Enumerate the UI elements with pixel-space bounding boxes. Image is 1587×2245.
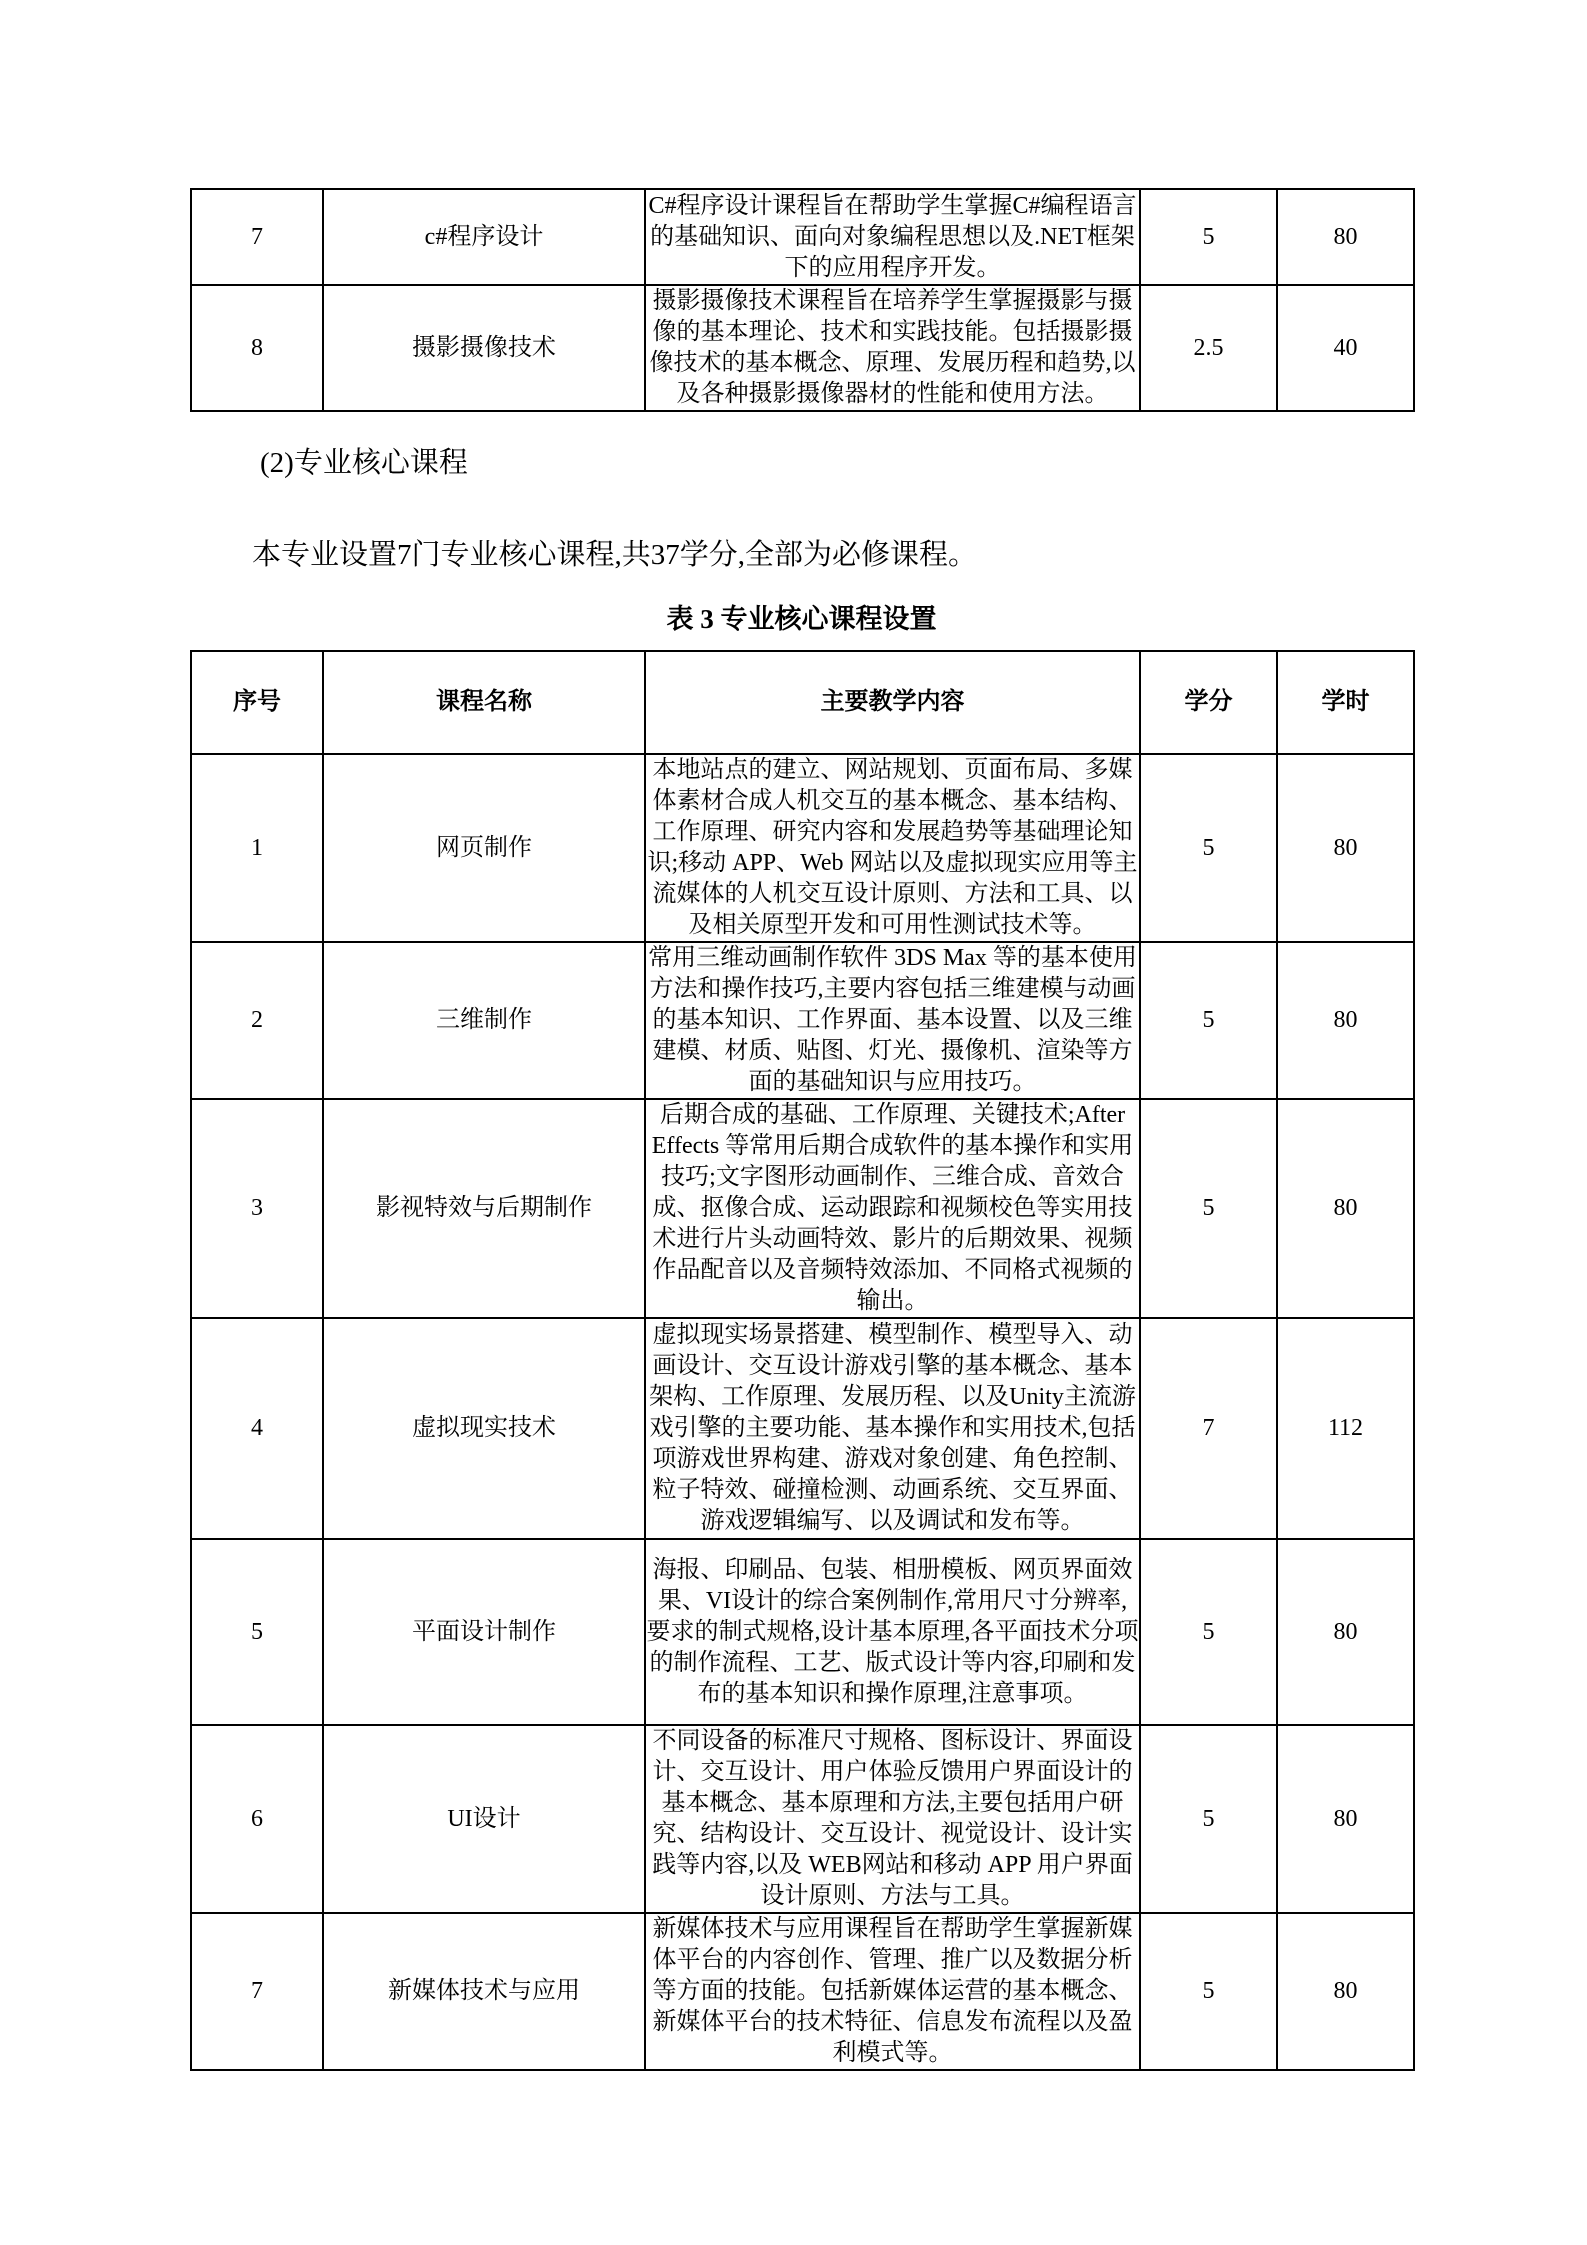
serial-cell: 7 [191,189,323,285]
serial-cell: 6 [191,1725,323,1913]
course-name-cell: 影视特效与后期制作 [323,1099,645,1318]
hours-cell: 112 [1277,1318,1414,1539]
teaching-content-cell: 后期合成的基础、工作原理、关键技术;After Effects 等常用后期合成软件的基本操作和实用技巧;文字图形动画制作、三维合成、音效合成、抠像合成、运动跟踪和视频校色等实用技术进行片头动画特效、影片的后期效果、视频作品配音以及音频特效添加、不同格式视频的输出。 [645,1099,1140,1318]
credits-cell: 5 [1140,189,1277,285]
table-caption: 表 3 专业核心课程设置 [666,604,937,634]
teaching-content-cell: C#程序设计课程旨在帮助学生掌握C#编程语言的基础知识、面向对象编程思想以及.NET框架下的应用程序开发。 [645,189,1140,285]
teaching-content-cell: 不同设备的标准尺寸规格、图标设计、界面设计、交互设计、用户体验反馈用户界面设计的基本概念、基本原理和方法,主要包括用户研究、结构设计、交互设计、视觉设计、设计实践等内容,以及 WEB网站和移动 APP 用户界面设计原则、方法与工具。 [645,1725,1140,1913]
credits-cell: 5 [1140,1539,1277,1725]
teaching-content-cell: 新媒体技术与应用课程旨在帮助学生掌握新媒体平台的内容创作、管理、推广以及数据分析等方面的技能。包括新媒体运营的基本概念、新媒体平台的技术特征、信息发布流程以及盈利模式等。 [645,1913,1140,2070]
document-content [190,188,1413,2071]
table-header-row [191,651,1414,754]
hours-cell: 80 [1277,1539,1414,1725]
course-name-cell: 摄影摄像技术 [323,285,645,411]
table-row [191,1099,1414,1318]
hours-cell: 80 [1277,1099,1414,1318]
teaching-content-cell: 摄影摄像技术课程旨在培养学生掌握摄影与摄像的基本理论、技术和实践技能。包括摄影摄像技术的基本概念、原理、发展历程和趋势,以及各种摄影摄像器材的性能和使用方法。 [645,285,1140,411]
credits-cell: 5 [1140,1913,1277,2070]
serial-cell: 1 [191,754,323,942]
serial-cell: 5 [191,1539,323,1725]
col-header-name: 课程名称 [323,651,645,754]
serial-cell: 4 [191,1318,323,1539]
course-name-cell: UI设计 [323,1725,645,1913]
table-row [191,285,1414,411]
credits-cell: 5 [1140,754,1277,942]
core-course-table [190,650,1415,2071]
table-row [191,942,1414,1099]
credits-cell: 5 [1140,1725,1277,1913]
section-intro-paragraph: 本专业设置7门专业核心课程,共37学分,全部为必修课程。 [252,539,978,571]
course-name-cell: 新媒体技术与应用 [323,1913,645,2070]
serial-cell: 7 [191,1913,323,2070]
course-name-cell: 虚拟现实技术 [323,1318,645,1539]
credits-cell: 5 [1140,1099,1277,1318]
table-row [191,1539,1414,1725]
table-row [191,1318,1414,1539]
course-name-cell: 平面设计制作 [323,1539,645,1725]
col-header-content: 主要教学内容 [645,651,1140,754]
teaching-content-cell: 虚拟现实场景搭建、模型制作、模型导入、动画设计、交互设计游戏引擎的基本概念、基本架构、工作原理、发展历程、以及Unity主流游戏引擎的主要功能、基本操作和实用技术,包括项游戏世界构建、游戏对象创建、角色控制、粒子特效、碰撞检测、动画系统、交互界面、游戏逻辑编写、以及调试和发布等。 [645,1318,1140,1539]
hours-cell: 80 [1277,189,1414,285]
table-row [191,1725,1414,1913]
course-name-cell: 网页制作 [323,754,645,942]
teaching-content-cell: 本地站点的建立、网站规划、页面布局、多媒体素材合成人机交互的基本概念、基本结构、工作原理、研究内容和发展趋势等基础理论知识;移动 APP、Web 网站以及虚拟现实应用等主流媒体的人机交互设计原则、方法和工具、以及相关原型开发和可用性测试技术等。 [645,754,1140,942]
hours-cell: 80 [1277,1725,1414,1913]
credits-cell: 7 [1140,1318,1277,1539]
teaching-content-cell: 常用三维动画制作软件 3DS Max 等的基本使用方法和操作技巧,主要内容包括三维建模与动画的基本知识、工作界面、基本设置、以及三维建模、材质、贴图、灯光、摄像机、渲染等方面的基础知识与应用技巧。 [645,942,1140,1099]
hours-cell: 80 [1277,754,1414,942]
course-name-cell: 三维制作 [323,942,645,1099]
hours-cell: 40 [1277,285,1414,411]
course-name-cell: c#程序设计 [323,189,645,285]
hours-cell: 80 [1277,942,1414,1099]
serial-cell: 3 [191,1099,323,1318]
credits-cell: 2.5 [1140,285,1277,411]
prev-course-table [190,188,1415,412]
col-header-serial: 序号 [191,651,323,754]
table-row [191,1913,1414,2070]
section-heading: (2)专业核心课程 [260,447,468,479]
col-header-hours: 学时 [1277,651,1414,754]
hours-cell: 80 [1277,1913,1414,2070]
serial-cell: 8 [191,285,323,411]
table-row [191,754,1414,942]
table-row [191,189,1414,285]
credits-cell: 5 [1140,942,1277,1099]
col-header-credits: 学分 [1140,651,1277,754]
serial-cell: 2 [191,942,323,1099]
teaching-content-cell: 海报、印刷品、包装、相册模板、网页界面效果、VI设计的综合案例制作,常用尺寸分辨率,要求的制式规格,设计基本原理,各平面技术分项的制作流程、工艺、版式设计等内容,印刷和发布的基本知识和操作原理,注意事项。 [645,1539,1140,1725]
